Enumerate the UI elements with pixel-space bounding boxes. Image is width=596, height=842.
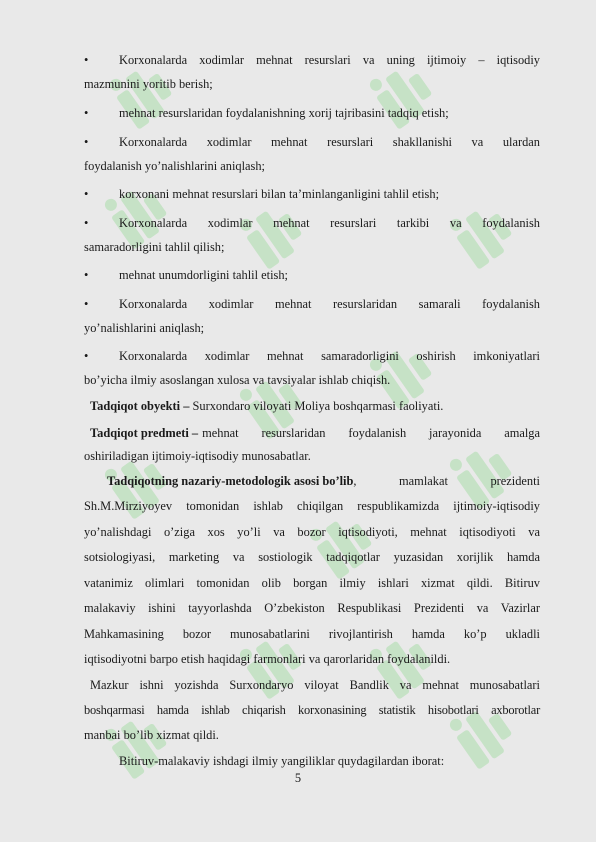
list-item-continuation: foydalanish yo’nalishlarini aniqlash; — [84, 159, 266, 173]
paragraph-line: Mahkamasining bozor munosabatlarini rivojlantirish hamda ko’p ukladli — [84, 627, 540, 641]
list-item: • mehnat unumdorligini tahlil etish; — [84, 268, 288, 282]
bullet-icon: • — [84, 216, 89, 230]
bullet-icon: • — [84, 349, 89, 363]
list-item-continuation: mazmunini yoritib berish; — [84, 77, 213, 91]
bullet-icon: • — [84, 106, 89, 120]
list-item: • korxonani mehnat resurslari bilan ta’minlanganligini tahlil etish; — [84, 187, 440, 201]
bullet-icon: • — [84, 187, 89, 201]
bullet-icon: • — [84, 297, 89, 311]
bullet-icon: • — [84, 268, 89, 282]
research-subject: Tadqiqot predmeti – mehnat resurslaridan foydalanish jarayonida amalga — [90, 426, 540, 440]
paragraph-line: iqtisodiyotni barpo etish haqidagi farmonlari va qarorlaridan foydalanildi. — [84, 652, 451, 666]
list-item-continuation: yo’nalishlarini aniqlash; — [84, 321, 205, 335]
list-item-continuation: samaradorligini tahlil qilish; — [84, 240, 225, 254]
paragraph-line: yo’nalishdagi o’ziga xos yo’li va bozor iqtisodiyoti, mehnat iqtisodiyoti va — [84, 525, 540, 539]
paragraph-line: Mazkur ishni yozishda Surxondaryo viloyat Bandlik va mehnat munosabatlari — [90, 678, 540, 692]
list-item: • Korxonalarda xodimlar mehnat resurslaridan samarali foydalanish — [84, 297, 540, 311]
list-item: • Korxonalarda xodimlar mehnat samaradorligini oshirish imkoniyatlari — [84, 349, 540, 363]
novelty-heading: Bitiruv-malakaviy ishdagi ilmiy yangiliklar quydagilardan iborat: — [119, 754, 445, 768]
research-subject-continuation: oshiriladigan ijtimoiy-iqtisodiy munosabatlar. — [84, 449, 311, 463]
list-item: • Korxonalarda xodimlar mehnat resurslari va uning ijtimoiy – iqtisodiy — [84, 53, 540, 67]
list-item: • Korxonalarda xodimlar mehnat resurslari tarkibi va foydalanish — [84, 216, 540, 230]
research-object: Tadqiqot obyekti – Surxondaro viloyati Moliya boshqarmasi faoliyati. — [90, 399, 444, 413]
list-item-continuation: bo’yicha ilmiy asoslangan xulosa va tavsiyalar ishlab chiqish. — [84, 373, 391, 387]
paragraph-line: vatanimiz olimlari tomonidan olib borgan ilmiy ishlari xizmat qildi. Bitiruv — [84, 576, 540, 590]
methodology-paragraph: Tadqiqotning nazariy-metodologik asosi bo’lib , mamlakat prezidenti — [107, 474, 540, 488]
paragraph-line: manbai bo’lib xizmat qildi. — [84, 728, 219, 742]
page-number: 5 — [294, 771, 302, 785]
paragraph-line: sotsiologiyasi, marketing va sostiologik tadqiqotlar yuzasidan xorijlik hamda — [84, 550, 540, 564]
list-item: • mehnat resurslaridan foydalanishning xorij tajribasini tadqiq etish; — [84, 106, 449, 120]
bullet-icon: • — [84, 53, 89, 67]
paragraph-line: Sh.M.Mirziyoyev tomonidan ishlab chiqilgan respublikamizda ijtimoiy-iqtisodiy — [84, 499, 540, 513]
paragraph-line: boshqarmasi hamda ishlab chiqarish korxonasining statistik hisobotlari axborotlar — [84, 703, 540, 717]
list-item: • Korxonalarda xodimlar mehnat resurslari shakllanishi va ulardan — [84, 135, 540, 149]
paragraph-line: malakaviy ishini tayyorlashda O’zbekiston Respublikasi Prezidenti va Vazirlar — [84, 601, 540, 615]
bullet-icon: • — [84, 135, 89, 149]
